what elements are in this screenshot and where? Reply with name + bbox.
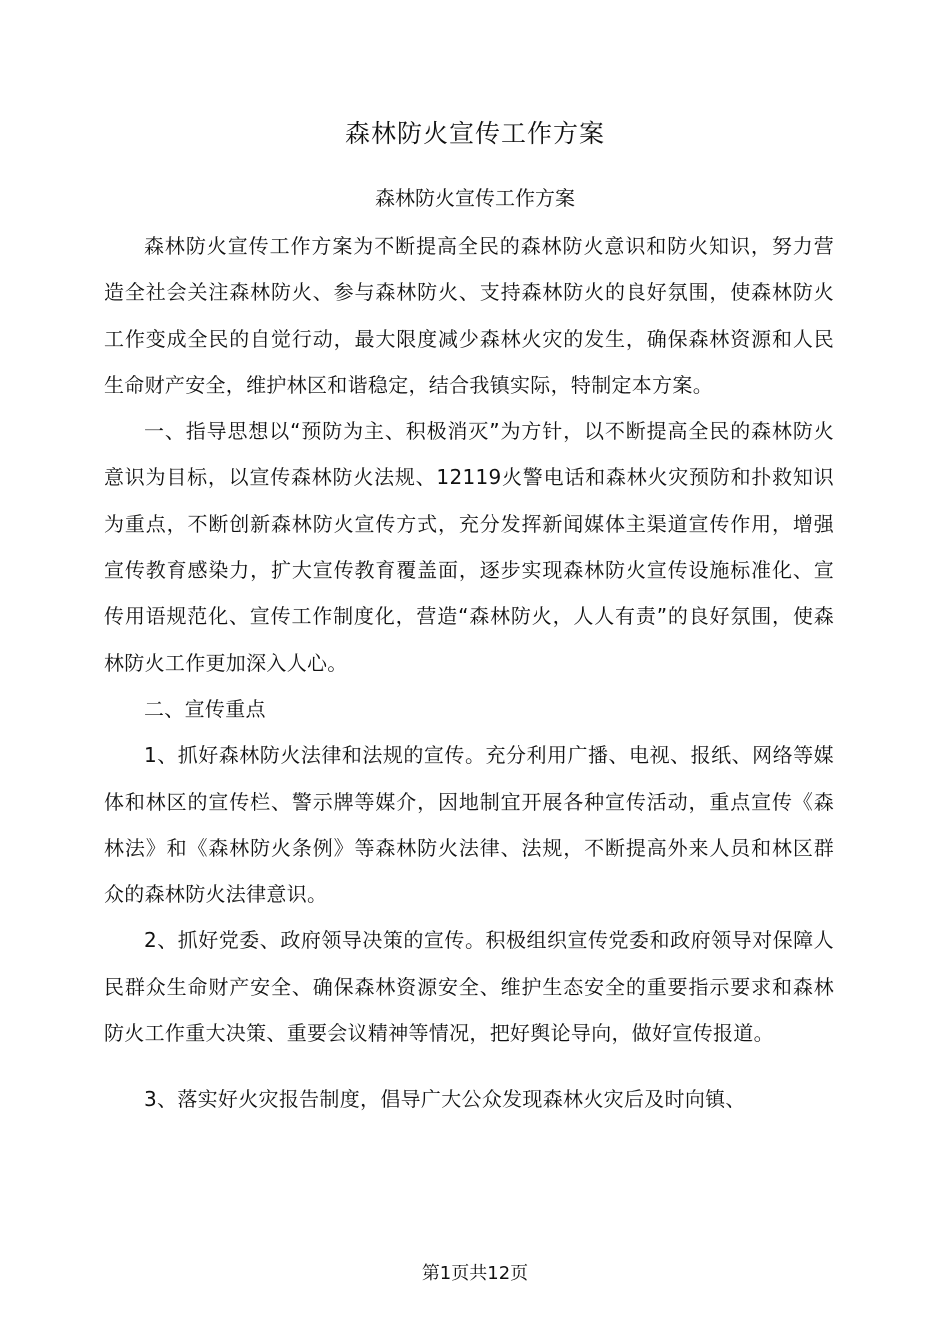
paragraph-item-3: 3、落实好火灾报告制度，倡导广大公众发现森林火灾后及时向镇、 [144, 1087, 746, 1112]
paragraph-item-2: 2、抓好党委、政府领导决策的宣传。积极组织宣传党委和政府领导对保障人民群众生命财产安全、确保森林资源安全、维护生态安全的重要指示要求和森林防火工作重大决策、重要会议精神等情况，把好舆论导向，做好宣传报道。 [104, 928, 834, 1046]
paragraph-guiding-ideology: 一、指导思想以“预防为主、积极消灭”为方针，以不断提高全民的森林防火意识为目标，以宣传森林防火法规、12119火警电话和森林火灾预防和扑救知识为重点，不断创新森林防火宣传方式，充分发挥新闻媒体主渠道宣传作用，增强宣传教育感染力，扩大宣传教育覆盖面，逐步实现森林防火宣传设施标准化、宣传用语规范化、宣传工作制度化，营造“森林防火，人人有责”的良好氛围，使森林防火工作更加深入人心。 [104, 419, 834, 675]
section-heading-publicity-focus: 二、宣传重点 [144, 696, 266, 721]
page-number-footer: 第1页共12页 [421, 1263, 529, 1284]
document-body [104, 223, 834, 1123]
document-title: 森林防火宣传工作方案 [344, 119, 605, 148]
document-subtitle: 森林防火宣传工作方案 [375, 186, 575, 210]
paragraph-item-1: 1、抓好森林防火法律和法规的宣传。充分利用广播、电视、报纸、网络等媒体和林区的宣传栏、警示牌等媒介，因地制宜开展各种宣传活动，重点宣传《森林法》和《森林防火条例》等森林防火法律、法规，不断提高外来人员和林区群众的森林防火法律意识。 [104, 743, 834, 907]
paragraph-intro: 森林防火宣传工作方案为不断提高全民的森林防火意识和防火知识，努力营造全社会关注森林防火、参与森林防火、支持森林防火的良好氛围，使森林防火工作变成全民的自觉行动，最大限度减少森林火灾的发生，确保森林资源和人民生命财产安全，维护林区和谐稳定，结合我镇实际，特制定本方案。 [104, 234, 834, 397]
